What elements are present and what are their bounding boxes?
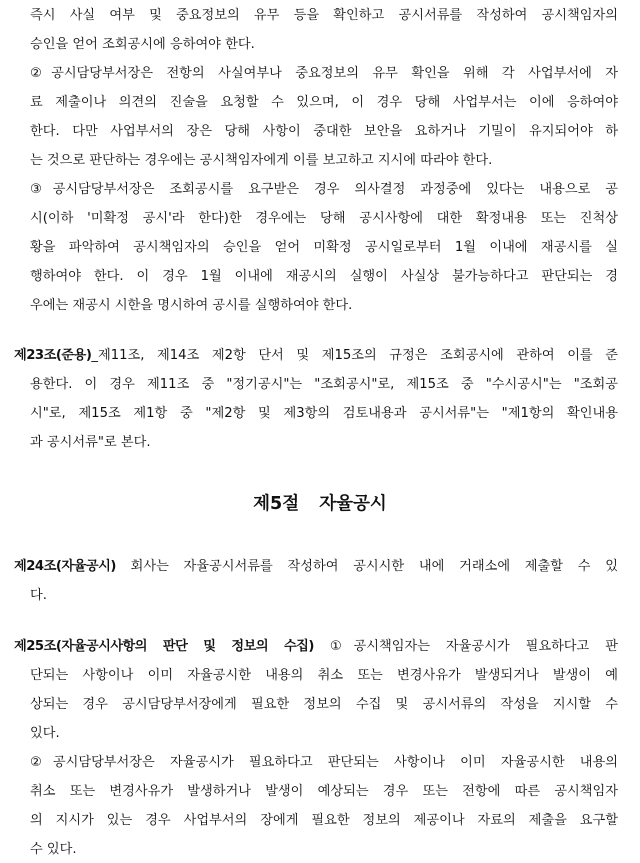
section-title: 제5절 자율공시 [253, 494, 387, 514]
text-line: ②공시담당부서장은 전항의 사실여부나 중요정보의 유무 확인을 위해 각 사업부서에 자 [30, 66, 618, 81]
article-25-heading: 제25조(자율공시사항의 판단 및 정보의 수집) [14, 639, 314, 654]
text-line: 료 제출이나 의견의 진술을 요청할 수 있으며, 이 경우 당해 사업부서는 이에 응하여야 [30, 95, 618, 110]
article-23-heading: 제23조(준용) [14, 348, 92, 363]
text-line: ②공시담당부서장은 자율공시가 필요하다고 판단되는 사항이나 이미 자율공시한 내용의 [30, 755, 618, 770]
article-23-text: _제11조, 제14조 제2항 단서 및 제15조의 규정은 조회공시에 관하여 이를 준 [91, 348, 618, 363]
article-24-text: 회사는 자율공시서류를 작성하여 공시시한 내에 거래소에 제출할 수 있 [115, 559, 618, 574]
text-line: 우에는 재공시 시한을 명시하여 공시를 실행하여야 한다. [30, 298, 353, 313]
text-line: 용한다. 이 경우 제11조 중 "정기공시"는 "조회공시"로, 제15조 중 "수시공시"는 "조회공 [30, 377, 618, 392]
article-24-first-line [14, 557, 618, 577]
text-line: 의 지시가 있는 경우 사업부서의 장에게 필요한 정보의 제공이나 자료의 제출을 요구할 [30, 813, 618, 828]
text-line: ③공시담당부서장은 조회공시를 요구받은 경우 의사결정 과정중에 있다는 내용으로 공 [30, 182, 618, 197]
text-line: 상되는 경우 공시담당부서장에게 필요한 정보의 수집 및 공시서류의 작성을 지시할 수 [30, 697, 618, 712]
article-25-text: ①공시책임자는 자율공시가 필요하다고 판 [313, 639, 618, 654]
text-line: 단되는 사항이나 이미 자율공시한 내용의 취소 또는 변경사유가 발생되거나 발생이 예 [30, 668, 618, 683]
text-line: 한다. 다만 사업부서의 장은 당해 사항이 중대한 보안을 요하거나 기밀이 유지되어야 하 [30, 124, 618, 139]
text-line: 있다. [30, 726, 60, 741]
text-line: 다. [30, 588, 47, 603]
article-23-first-line [14, 346, 618, 366]
text-line: 수 있다. [30, 842, 77, 857]
text-line: 즉시 사실 여부 및 중요정보의 유무 등을 확인하고 공시서류를 작성하여 공시책임자의 [30, 8, 618, 23]
text-line: 승인을 얻어 조회공시에 응하여야 한다. [30, 37, 255, 52]
text-line: 황을 파악하여 공시책임자의 승인을 얻어 미확정 공시일로부터 1월 이내에 재공시를 실 [30, 240, 618, 255]
text-line: 과 공시서류"로 본다. [30, 435, 151, 450]
article-24-heading: 제24조(자율공시) [14, 559, 116, 574]
text-line: 시(이하 '미확정 공시'라 한다)한 경우에는 당해 공시사항에 대한 확정내용 또는 진척상 [30, 211, 618, 226]
article-25-first-line [14, 637, 618, 657]
text-line: 시"로, 제15조 제1항 중 "제2항 및 제3항의 검토내용과 공시서류"는 "제1항의 확인내용 [30, 406, 618, 421]
text-line: 취소 또는 변경사유가 발생하거나 발생이 예상되는 경우 또는 전항에 따른 공시책임자 [30, 784, 618, 799]
text-line: 는 것으로 판단하는 경우에는 공시책임자에게 이를 보고하고 지시에 따라야 한다. [30, 153, 493, 168]
text-line: 행하여야 한다. 이 경우 1월 이내에 재공시의 실행이 사실상 불가능하다고 판단되는 경 [30, 269, 618, 284]
